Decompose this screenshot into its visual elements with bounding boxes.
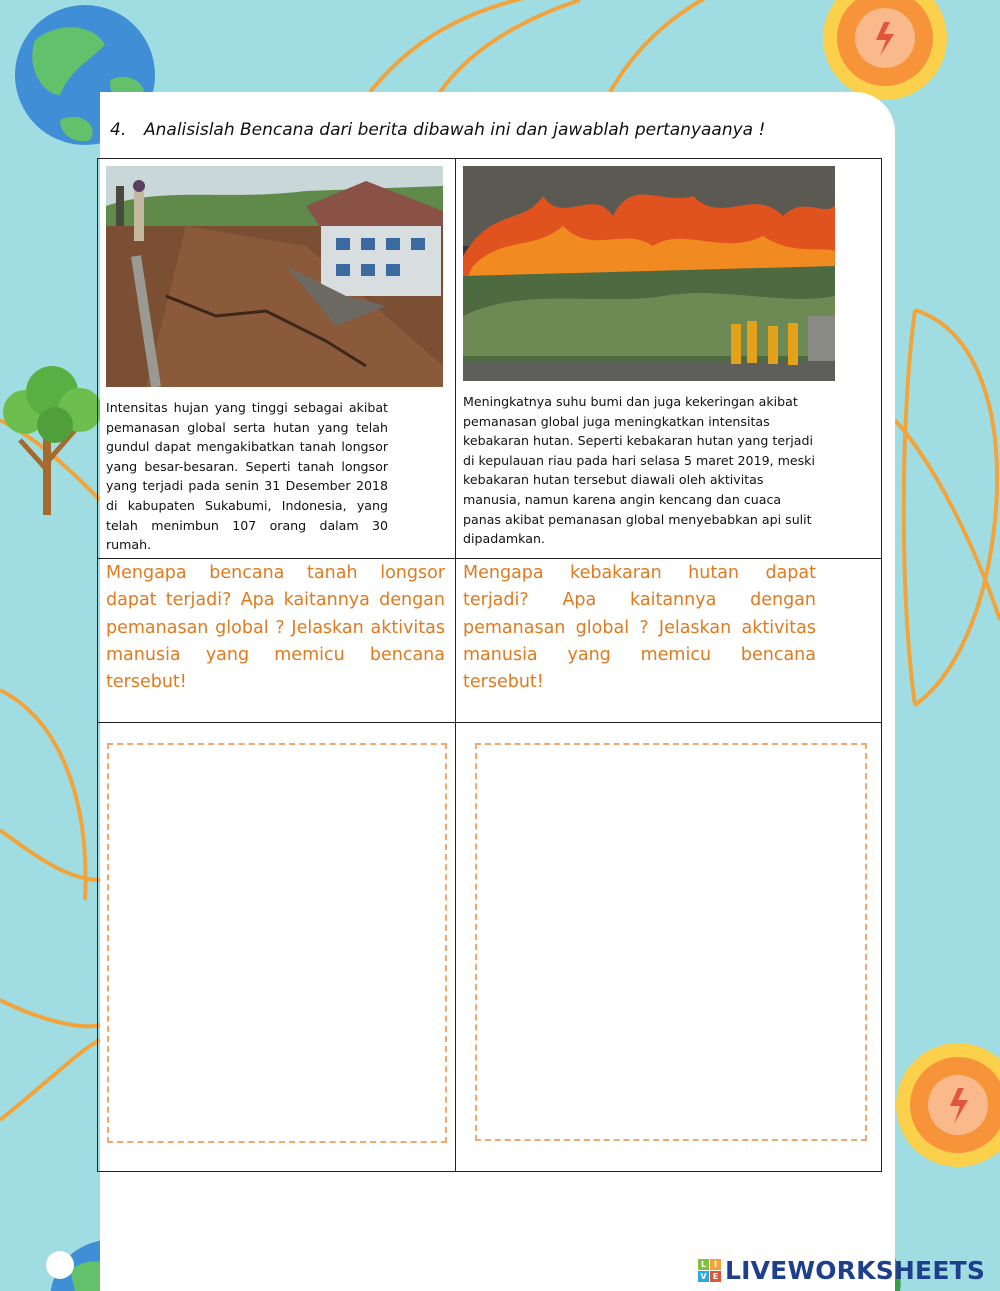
landslide-answer-box[interactable] <box>107 743 447 1143</box>
forest-fire-news-text: Meningkatnya suhu bumi dan juga kekeringan akibat pemanasan global juga meningkatkan intensitas kebakaran hutan. Seperti kebakaran hutan yang terjadi di kepulauan riau pada hari selasa 5 maret 2019, meski kebakaran hutan tersebut diawali oleh aktivitas manusia, namun karena angin kencang dan cuaca panas akibat pemanasan global menyebabkan api sulit dipadamkan. <box>463 394 815 547</box>
column-divider <box>455 159 456 1171</box>
logo-block-i: I <box>710 1259 721 1270</box>
forest-fire-question-prompt: Mengapa kebakaran hutan dapat terjadi? Apa kaitannya dengan pemanasan global ? Jelaskan aktivitas manusia yang memicu bencana tersebut! <box>463 563 816 693</box>
sun-bottom-right <box>896 1043 1000 1167</box>
tree-left <box>3 366 102 515</box>
forest-fire-photo <box>463 166 835 381</box>
question-heading <box>110 120 890 140</box>
liveworksheets-logo-blocks <box>698 1259 721 1282</box>
leaf-outline-right <box>895 310 1000 705</box>
landslide-news-text: Intensitas hujan yang tinggi sebagai akibat pemanasan global serta hutan yang telah gundul dapat mengakibatkan tanah longsor yang besar-besaran. Seperti tanah longsor yang terjadi pada senin 31 Desember 2018 di kabupaten Sukabumi, Indonesia, yang telah menimbun 107 orang dalam 30 rumah. <box>106 400 388 553</box>
leaf-outline-top <box>370 0 720 92</box>
logo-block-e: E <box>710 1271 721 1282</box>
landslide-photo <box>106 166 443 387</box>
logo-block-v: V <box>698 1271 709 1282</box>
question-text: Analisislah Bencana dari berita dibawah ini dan jawablah pertanyaanya ! <box>144 120 766 140</box>
forest-fire-answer-box[interactable] <box>475 743 867 1141</box>
row-divider <box>98 558 881 559</box>
question-number: 4. <box>110 120 127 140</box>
leaf-outline-left <box>0 420 100 1120</box>
logo-block-l: L <box>698 1259 709 1270</box>
row-divider <box>98 722 881 723</box>
landslide-question-prompt: Mengapa bencana tanah longsor dapat terjadi? Apa kaitannya dengan pemanasan global ? Jelaskan aktivitas manusia yang memicu bencana tersebut! <box>106 563 445 693</box>
liveworksheets-logo[interactable] <box>698 1252 985 1288</box>
sun-top-right <box>823 0 947 100</box>
liveworksheets-logo-text: LIVEWORKSHEETS <box>725 1255 986 1285</box>
